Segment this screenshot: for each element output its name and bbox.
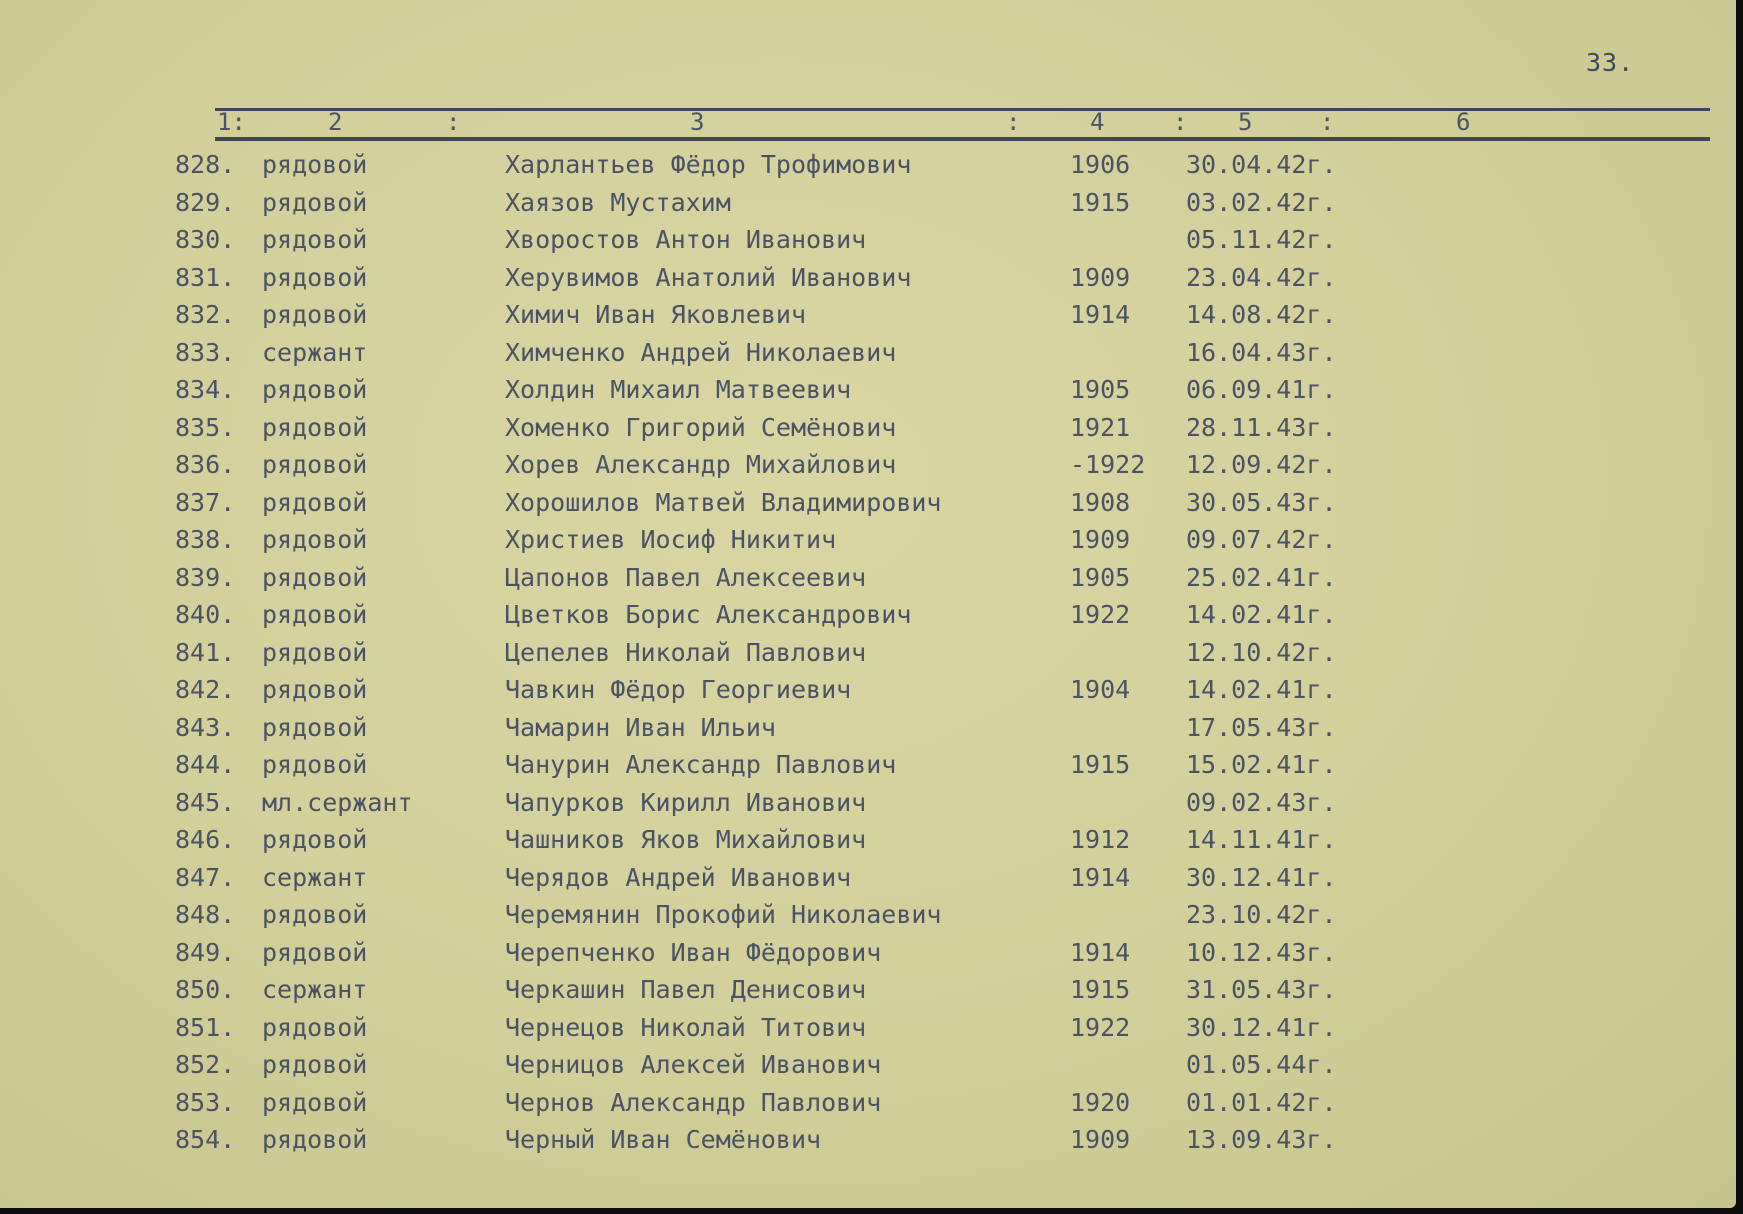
birth-year: 1920 [1070, 1087, 1131, 1117]
list-item [0, 1123, 1400, 1157]
row-number: 853. [175, 1087, 236, 1117]
list-item [0, 598, 1400, 632]
date: 30.05.43г. [1186, 487, 1337, 517]
row-number: 833. [175, 337, 236, 367]
full-name: Чапурков Кирилл Иванович [505, 787, 867, 817]
full-name: Холдин Михаил Матвеевич [505, 375, 852, 404]
row-number: 837. [175, 487, 236, 517]
row-number: 828. [175, 150, 236, 179]
date: 01.05.44г. [1186, 1050, 1337, 1079]
list-item [0, 823, 1400, 857]
date: 14.02.41г. [1186, 600, 1337, 629]
rank: сержант [262, 862, 368, 892]
list-item [0, 861, 1400, 895]
row-number: 854. [175, 1125, 236, 1154]
row-number: 852. [175, 1050, 236, 1079]
row-number: 834. [175, 375, 236, 404]
rank: рядовой [262, 187, 368, 217]
birth-year: 1906 [1070, 150, 1131, 179]
date: 14.02.41г. [1186, 675, 1337, 704]
list-item [0, 223, 1400, 257]
row-number: 832. [175, 300, 236, 329]
column-separator: : [1006, 108, 1021, 136]
list-item [0, 298, 1400, 332]
list-item [0, 936, 1400, 970]
list-item [0, 523, 1400, 557]
rank: сержант [262, 337, 368, 367]
rank: рядовой [262, 750, 368, 779]
date: 06.09.41г. [1186, 375, 1337, 404]
list-item [0, 336, 1400, 370]
rank: рядовой [262, 150, 368, 179]
date: 12.10.42г. [1186, 637, 1337, 667]
date: 30.04.42г. [1186, 150, 1337, 179]
full-name: Цепелев Николай Павлович [505, 637, 867, 667]
column-separator: : [1320, 108, 1335, 136]
column-number-4: 4 [1090, 108, 1105, 136]
list-item [0, 411, 1400, 445]
row-number: 851. [175, 1012, 236, 1042]
list-item [0, 561, 1400, 595]
rank: рядовой [262, 900, 368, 929]
list-item [0, 786, 1400, 820]
birth-year: 1909 [1070, 525, 1131, 554]
rank: рядовой [262, 487, 368, 517]
full-name: Цапонов Павел Алексеевич [505, 562, 867, 592]
full-name: Хаязов Мустахим [505, 187, 731, 217]
date: 01.01.42г. [1186, 1087, 1337, 1117]
rank: рядовой [262, 225, 368, 254]
row-number: 843. [175, 712, 236, 742]
date: 31.05.43г. [1186, 975, 1337, 1004]
date: 12.09.42г. [1186, 450, 1337, 479]
list-item [0, 186, 1400, 220]
list-item [0, 373, 1400, 407]
rank: рядовой [262, 300, 368, 329]
full-name: Хоменко Григорий Семёнович [505, 412, 897, 442]
column-separator: : [446, 108, 461, 136]
full-name: Чавкин Фёдор Георгиевич [505, 675, 852, 704]
full-name: Чернецов Николай Титович [505, 1012, 867, 1042]
birth-year: 1908 [1070, 487, 1131, 517]
rank: рядовой [262, 375, 368, 404]
birth-year: 1914 [1070, 862, 1131, 892]
rank: сержант [262, 975, 368, 1004]
list-item [0, 448, 1400, 482]
full-name: Харлантьев Фёдор Трофимович [505, 150, 912, 179]
full-name: Черядов Андрей Иванович [505, 862, 852, 892]
list-item [0, 486, 1400, 520]
rank: рядовой [262, 1125, 368, 1154]
column-number-6: 6 [1456, 108, 1471, 136]
birth-year: 1909 [1070, 1125, 1131, 1154]
rank: рядовой [262, 450, 368, 479]
list-item [0, 673, 1400, 707]
list-item [0, 748, 1400, 782]
row-number: 830. [175, 225, 236, 254]
row-number: 849. [175, 937, 236, 967]
birth-year: -1922 [1070, 450, 1146, 479]
rank: рядовой [262, 825, 368, 854]
list-item [0, 1011, 1400, 1045]
rank: рядовой [262, 562, 368, 592]
full-name: Химич Иван Яковлевич [505, 300, 807, 329]
date: 15.02.41г. [1186, 750, 1337, 779]
list-item [0, 1086, 1400, 1120]
birth-year: 1904 [1070, 675, 1131, 704]
row-number: 840. [175, 600, 236, 629]
full-name: Чанурин Александр Павлович [505, 750, 897, 779]
date: 03.02.42г. [1186, 187, 1337, 217]
header-bottom-rule [215, 137, 1710, 141]
full-name: Христиев Иосиф Никитич [505, 525, 837, 554]
full-name: Чернов Александр Павлович [505, 1087, 882, 1117]
date: 09.07.42г. [1186, 525, 1337, 554]
column-number-1: 1: [217, 108, 246, 136]
date: 30.12.41г. [1186, 862, 1337, 892]
row-number: 846. [175, 825, 236, 854]
list-item [0, 148, 1400, 182]
rank: рядовой [262, 675, 368, 704]
list-item [0, 1048, 1400, 1082]
column-number-5: 5 [1238, 108, 1253, 136]
row-number: 841. [175, 637, 236, 667]
row-number: 844. [175, 750, 236, 779]
full-name: Чамарин Иван Ильич [505, 712, 776, 742]
rank: рядовой [262, 712, 368, 742]
full-name: Черепченко Иван Фёдорович [505, 937, 882, 967]
rank: рядовой [262, 262, 368, 292]
full-name: Химченко Андрей Николаевич [505, 337, 897, 367]
date: 10.12.43г. [1186, 937, 1337, 967]
birth-year: 1915 [1070, 187, 1131, 217]
list-item [0, 636, 1400, 670]
rank: рядовой [262, 1087, 368, 1117]
rank: рядовой [262, 637, 368, 667]
list-item [0, 711, 1400, 745]
row-number: 838. [175, 525, 236, 554]
row-number: 850. [175, 975, 236, 1004]
date: 23.10.42г. [1186, 900, 1337, 929]
date: 28.11.43г. [1186, 412, 1337, 442]
date: 13.09.43г. [1186, 1125, 1337, 1154]
full-name: Хорев Александр Михайлович [505, 450, 897, 479]
birth-year: 1912 [1070, 825, 1131, 854]
full-name: Хворостов Антон Иванович [505, 225, 867, 254]
row-number: 845. [175, 787, 236, 817]
header-top-rule [215, 108, 1710, 111]
date: 14.08.42г. [1186, 300, 1337, 329]
date: 25.02.41г. [1186, 562, 1337, 592]
full-name: Херувимов Анатолий Иванович [505, 262, 912, 292]
row-number: 835. [175, 412, 236, 442]
rank: рядовой [262, 1012, 368, 1042]
date: 14.11.41г. [1186, 825, 1337, 854]
date: 09.02.43г. [1186, 787, 1337, 817]
full-name: Черкашин Павел Денисович [505, 975, 867, 1004]
row-number: 848. [175, 900, 236, 929]
list-item [0, 261, 1400, 295]
rank: рядовой [262, 937, 368, 967]
birth-year: 1921 [1070, 412, 1131, 442]
column-number-2: 2 [328, 108, 343, 136]
birth-year: 1922 [1070, 600, 1131, 629]
full-name: Черемянин Прокофий Николаевич [505, 900, 942, 929]
rank: рядовой [262, 525, 368, 554]
birth-year: 1914 [1070, 300, 1131, 329]
date: 17.05.43г. [1186, 712, 1337, 742]
date: 23.04.42г. [1186, 262, 1337, 292]
row-number: 839. [175, 562, 236, 592]
full-name: Черницов Алексей Иванович [505, 1050, 882, 1079]
column-number-3: 3 [690, 108, 705, 136]
rank: рядовой [262, 412, 368, 442]
full-name: Цветков Борис Александрович [505, 600, 912, 629]
birth-year: 1905 [1070, 375, 1131, 404]
rank: рядовой [262, 600, 368, 629]
row-number: 829. [175, 187, 236, 217]
birth-year: 1915 [1070, 750, 1131, 779]
birth-year: 1914 [1070, 937, 1131, 967]
row-number: 847. [175, 862, 236, 892]
row-number: 842. [175, 675, 236, 704]
full-name: Хорошилов Матвей Владимирович [505, 487, 942, 517]
date: 16.04.43г. [1186, 337, 1337, 367]
birth-year: 1909 [1070, 262, 1131, 292]
page-number: 33. [1586, 48, 1635, 77]
full-name: Чашников Яков Михайлович [505, 825, 867, 854]
birth-year: 1922 [1070, 1012, 1131, 1042]
list-item [0, 898, 1400, 932]
row-number: 836. [175, 450, 236, 479]
full-name: Черный Иван Семёнович [505, 1125, 822, 1154]
date: 05.11.42г. [1186, 225, 1337, 254]
birth-year: 1905 [1070, 562, 1131, 592]
date: 30.12.41г. [1186, 1012, 1337, 1042]
rank: мл.сержант [262, 787, 413, 817]
list-item [0, 973, 1400, 1007]
column-separator: : [1173, 108, 1188, 136]
row-number: 831. [175, 262, 236, 292]
birth-year: 1915 [1070, 975, 1131, 1004]
rank: рядовой [262, 1050, 368, 1079]
